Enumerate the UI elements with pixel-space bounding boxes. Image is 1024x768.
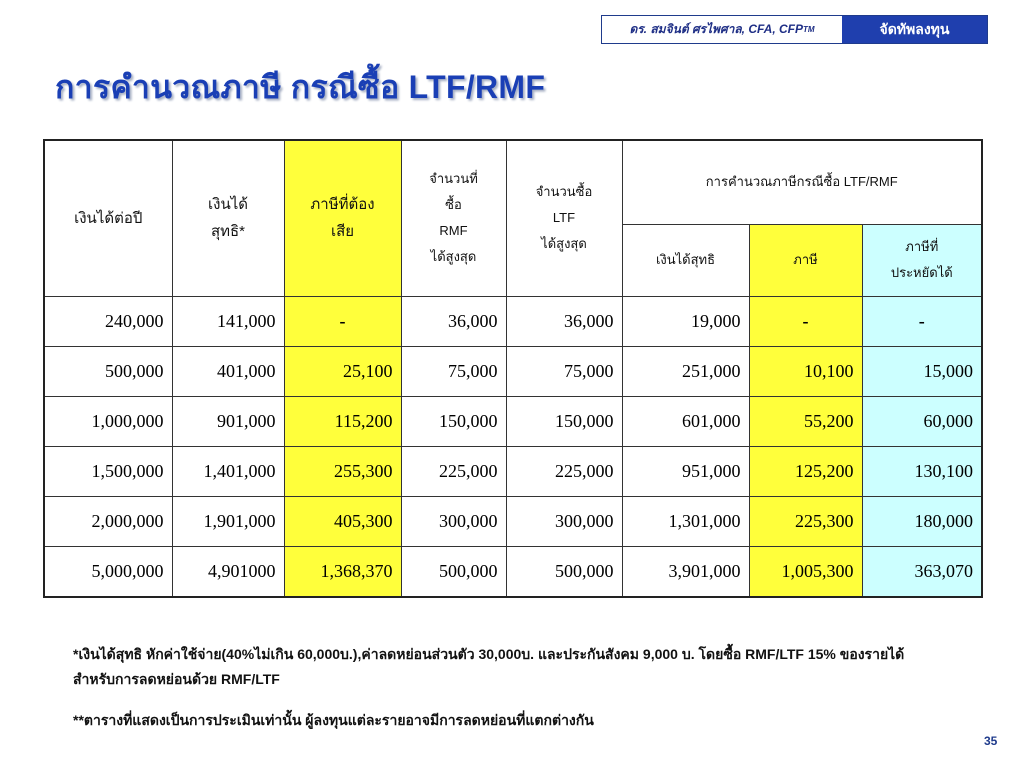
cell-income: 1,500,000 [44, 446, 172, 496]
cell-income: 240,000 [44, 296, 172, 346]
cell-ltf: 150,000 [506, 396, 622, 446]
cell-calc-net: 601,000 [622, 396, 749, 446]
cell-ltf: 300,000 [506, 496, 622, 546]
header-saved: ภาษีที่ ประหยัดได้ [862, 224, 982, 296]
cell-saved: - [862, 296, 982, 346]
header-box [601, 15, 988, 44]
table-header-row [44, 140, 982, 224]
cell-ltf: 75,000 [506, 346, 622, 396]
cell-net-income: 1,901,000 [172, 496, 284, 546]
cell-calc-net: 19,000 [622, 296, 749, 346]
cell-calc-tax: 55,200 [749, 396, 862, 446]
cell-calc-net: 3,901,000 [622, 546, 749, 597]
cell-calc-net: 951,000 [622, 446, 749, 496]
cell-net-income: 4,901000 [172, 546, 284, 597]
header-ltf: จำนวนซื้อ LTF ได้สูงสุด [506, 140, 622, 296]
header-calc-tax: ภาษี [749, 224, 862, 296]
cell-rmf: 500,000 [401, 546, 506, 597]
page-number: 35 [984, 734, 998, 748]
cell-tax: 255,300 [284, 446, 401, 496]
header-net-income: เงินได้ สุทธิ* [172, 140, 284, 296]
header-calc-group: การคำนวณภาษีกรณีซื้อ LTF/RMF [622, 140, 982, 224]
cell-rmf: 75,000 [401, 346, 506, 396]
header-calc-net: เงินได้สุทธิ [622, 224, 749, 296]
cell-saved: 15,000 [862, 346, 982, 396]
cell-saved: 130,100 [862, 446, 982, 496]
cell-net-income: 141,000 [172, 296, 284, 346]
cell-income: 5,000,000 [44, 546, 172, 597]
table-row [44, 546, 982, 597]
cell-calc-tax: - [749, 296, 862, 346]
cell-tax: 115,200 [284, 396, 401, 446]
header-tax: ภาษีที่ต้อง เสีย [284, 140, 401, 296]
cell-calc-tax: 225,300 [749, 496, 862, 546]
cell-calc-net: 251,000 [622, 346, 749, 396]
cell-calc-tax: 125,200 [749, 446, 862, 496]
brand-label: จัดทัพลงทุน [842, 16, 987, 43]
cell-rmf: 150,000 [401, 396, 506, 446]
tax-table [43, 139, 983, 598]
cell-ltf: 225,000 [506, 446, 622, 496]
cell-income: 500,000 [44, 346, 172, 396]
cell-saved: 60,000 [862, 396, 982, 446]
page-title: การคำนวณภาษี กรณีซื้อ LTF/RMF [55, 69, 546, 105]
header-rmf: จำนวนที่ ซื้อ RMF ได้สูงสุด [401, 140, 506, 296]
cell-calc-net: 1,301,000 [622, 496, 749, 546]
table-row [44, 346, 982, 396]
table-row [44, 446, 982, 496]
cell-ltf: 500,000 [506, 546, 622, 597]
cell-tax: 1,368,370 [284, 546, 401, 597]
cell-tax: 405,300 [284, 496, 401, 546]
cell-income: 2,000,000 [44, 496, 172, 546]
cell-rmf: 36,000 [401, 296, 506, 346]
footnote-net-income: *เงินได้สุทธิ หักค่าใช้จ่าย(40%ไม่เกิน 60,000บ.),ค่าลดหย่อนส่วนตัว 30,000บ. และประกันสังคม 9,000 บ. โดยซื้อ RMF/LTF 15% ของรายได้ สำหรับการลดหย่อนด้วย RMF/LTF [73, 646, 905, 687]
cell-net-income: 1,401,000 [172, 446, 284, 496]
cell-calc-tax: 10,100 [749, 346, 862, 396]
cell-income: 1,000,000 [44, 396, 172, 446]
cell-net-income: 901,000 [172, 396, 284, 446]
cell-ltf: 36,000 [506, 296, 622, 346]
cell-tax: - [284, 296, 401, 346]
author-label [602, 16, 842, 43]
header-income: เงินได้ต่อปี [44, 140, 172, 296]
cell-net-income: 401,000 [172, 346, 284, 396]
author-name: ดร. สมจินต์ ศรไพศาล, CFA, CFP [629, 22, 803, 36]
footnote-disclaimer: **ตารางที่แสดงเป็นการประเมินเท่านั้น ผู้ลงทุนแต่ละรายอาจมีการลดหย่อนที่แตกต่างกัน [73, 712, 594, 728]
cell-tax: 25,100 [284, 346, 401, 396]
cell-calc-tax: 1,005,300 [749, 546, 862, 597]
trademark-mark: TM [803, 25, 815, 34]
cell-saved: 180,000 [862, 496, 982, 546]
cell-saved: 363,070 [862, 546, 982, 597]
table-row [44, 296, 982, 346]
cell-rmf: 300,000 [401, 496, 506, 546]
table-row [44, 396, 982, 446]
table-row [44, 496, 982, 546]
cell-rmf: 225,000 [401, 446, 506, 496]
